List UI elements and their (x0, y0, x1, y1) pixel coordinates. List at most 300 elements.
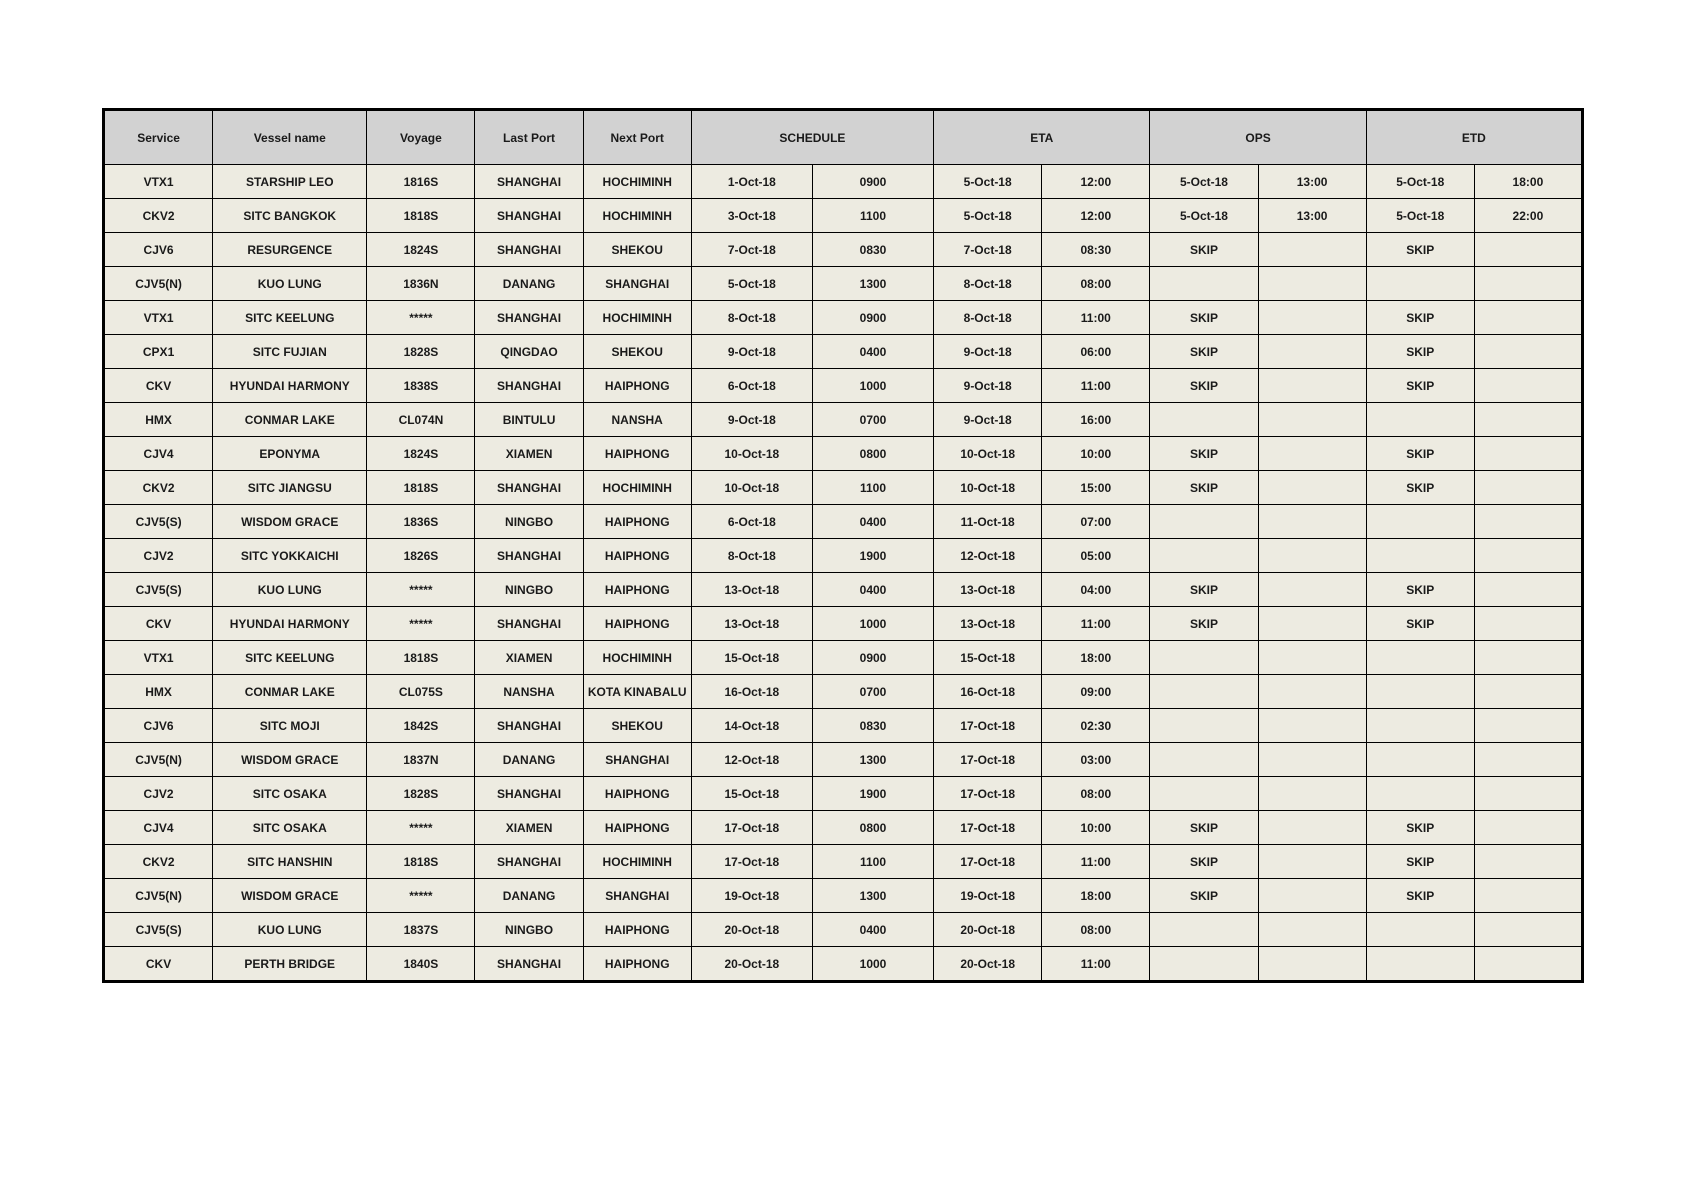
next-port-cell: KOTA KINABALU (583, 675, 691, 709)
last-port-cell: XIAMEN (475, 641, 583, 675)
ops-date-cell: SKIP (1150, 301, 1258, 335)
table-row (104, 369, 1583, 403)
eta-date-cell: 17-Oct-18 (934, 777, 1042, 811)
ops-time-cell (1258, 301, 1366, 335)
voyage-cell: 1818S (367, 471, 475, 505)
eta-date-cell: 20-Oct-18 (934, 947, 1042, 982)
eta-date-cell: 19-Oct-18 (934, 879, 1042, 913)
schedule-date-cell: 17-Oct-18 (691, 811, 812, 845)
ops-time-cell (1258, 607, 1366, 641)
eta-date-cell: 7-Oct-18 (934, 233, 1042, 267)
etd-time-cell (1474, 709, 1582, 743)
etd-time-cell (1474, 403, 1582, 437)
vessel-name-cell: SITC HANSHIN (213, 845, 367, 879)
etd-time-cell (1474, 539, 1582, 573)
ops-date-cell: SKIP (1150, 437, 1258, 471)
table-row (104, 335, 1583, 369)
ops-time-cell (1258, 267, 1366, 301)
schedule-time-cell: 0800 (812, 811, 933, 845)
voyage-cell: 1838S (367, 369, 475, 403)
next-port-cell: HAIPHONG (583, 777, 691, 811)
eta-date-cell: 5-Oct-18 (934, 165, 1042, 199)
etd-date-cell (1366, 913, 1474, 947)
voyage-cell: ***** (367, 607, 475, 641)
schedule-time-cell: 0900 (812, 641, 933, 675)
next-port-cell: HAIPHONG (583, 369, 691, 403)
eta-time-cell: 11:00 (1042, 369, 1150, 403)
ops-date-cell: 5-Oct-18 (1150, 165, 1258, 199)
voyage-cell: ***** (367, 573, 475, 607)
service-cell: CJV4 (104, 811, 213, 845)
voyage-cell: 1842S (367, 709, 475, 743)
ops-time-cell (1258, 539, 1366, 573)
schedule-time-cell: 0830 (812, 233, 933, 267)
last-port-cell: BINTULU (475, 403, 583, 437)
header-next-port: Next Port (583, 110, 691, 165)
eta-time-cell: 03:00 (1042, 743, 1150, 777)
table-row (104, 199, 1583, 233)
eta-date-cell: 8-Oct-18 (934, 267, 1042, 301)
table-row (104, 573, 1583, 607)
last-port-cell: SHANGHAI (475, 777, 583, 811)
ops-date-cell: SKIP (1150, 811, 1258, 845)
eta-time-cell: 10:00 (1042, 437, 1150, 471)
etd-time-cell (1474, 947, 1582, 982)
etd-time-cell (1474, 573, 1582, 607)
voyage-cell: ***** (367, 301, 475, 335)
eta-date-cell: 17-Oct-18 (934, 845, 1042, 879)
header-eta: ETA (934, 110, 1150, 165)
eta-date-cell: 17-Oct-18 (934, 743, 1042, 777)
ops-date-cell (1150, 947, 1258, 982)
eta-time-cell: 12:00 (1042, 165, 1150, 199)
schedule-date-cell: 10-Oct-18 (691, 471, 812, 505)
schedule-date-cell: 6-Oct-18 (691, 505, 812, 539)
eta-date-cell: 10-Oct-18 (934, 437, 1042, 471)
table-row (104, 165, 1583, 199)
etd-date-cell (1366, 641, 1474, 675)
schedule-time-cell: 1100 (812, 845, 933, 879)
table-row (104, 777, 1583, 811)
schedule-date-cell: 14-Oct-18 (691, 709, 812, 743)
schedule-date-cell: 6-Oct-18 (691, 369, 812, 403)
etd-date-cell (1366, 947, 1474, 982)
ops-time-cell (1258, 777, 1366, 811)
voyage-cell: ***** (367, 879, 475, 913)
ops-time-cell (1258, 845, 1366, 879)
schedule-time-cell: 0700 (812, 403, 933, 437)
header-vessel-name: Vessel name (213, 110, 367, 165)
next-port-cell: HAIPHONG (583, 607, 691, 641)
ops-time-cell (1258, 437, 1366, 471)
etd-date-cell: SKIP (1366, 607, 1474, 641)
ops-time-cell (1258, 471, 1366, 505)
schedule-date-cell: 16-Oct-18 (691, 675, 812, 709)
last-port-cell: NINGBO (475, 505, 583, 539)
schedule-time-cell: 0800 (812, 437, 933, 471)
schedule-date-cell: 15-Oct-18 (691, 777, 812, 811)
ops-date-cell (1150, 709, 1258, 743)
voyage-cell: CL074N (367, 403, 475, 437)
voyage-cell: 1840S (367, 947, 475, 982)
voyage-cell: 1828S (367, 335, 475, 369)
vessel-name-cell: PERTH BRIDGE (213, 947, 367, 982)
schedule-time-cell: 0400 (812, 335, 933, 369)
ops-date-cell: SKIP (1150, 573, 1258, 607)
vessel-name-cell: HYUNDAI HARMONY (213, 369, 367, 403)
vessel-name-cell: SITC FUJIAN (213, 335, 367, 369)
ops-time-cell (1258, 505, 1366, 539)
table-row (104, 505, 1583, 539)
etd-time-cell (1474, 845, 1582, 879)
voyage-cell: 1826S (367, 539, 475, 573)
eta-time-cell: 08:30 (1042, 233, 1150, 267)
schedule-date-cell: 13-Oct-18 (691, 573, 812, 607)
table-body (104, 165, 1583, 982)
eta-date-cell: 8-Oct-18 (934, 301, 1042, 335)
last-port-cell: SHANGHAI (475, 301, 583, 335)
eta-date-cell: 12-Oct-18 (934, 539, 1042, 573)
schedule-time-cell: 1000 (812, 947, 933, 982)
next-port-cell: HAIPHONG (583, 947, 691, 982)
next-port-cell: HAIPHONG (583, 437, 691, 471)
table-row (104, 743, 1583, 777)
eta-time-cell: 06:00 (1042, 335, 1150, 369)
etd-date-cell (1366, 403, 1474, 437)
ops-date-cell: SKIP (1150, 471, 1258, 505)
service-cell: CKV2 (104, 845, 213, 879)
eta-date-cell: 16-Oct-18 (934, 675, 1042, 709)
ops-time-cell (1258, 335, 1366, 369)
etd-time-cell (1474, 675, 1582, 709)
etd-time-cell (1474, 879, 1582, 913)
etd-date-cell: SKIP (1366, 335, 1474, 369)
table-row (104, 913, 1583, 947)
schedule-date-cell: 20-Oct-18 (691, 947, 812, 982)
eta-time-cell: 08:00 (1042, 777, 1150, 811)
etd-time-cell (1474, 437, 1582, 471)
schedule-time-cell: 1000 (812, 369, 933, 403)
etd-date-cell (1366, 743, 1474, 777)
last-port-cell: SHANGHAI (475, 199, 583, 233)
service-cell: CJV5(N) (104, 267, 213, 301)
table-row (104, 471, 1583, 505)
service-cell: CJV5(S) (104, 913, 213, 947)
ops-time-cell (1258, 641, 1366, 675)
ops-date-cell (1150, 641, 1258, 675)
etd-date-cell (1366, 267, 1474, 301)
etd-date-cell: 5-Oct-18 (1366, 199, 1474, 233)
eta-time-cell: 04:00 (1042, 573, 1150, 607)
next-port-cell: HOCHIMINH (583, 301, 691, 335)
vessel-name-cell: CONMAR LAKE (213, 675, 367, 709)
last-port-cell: SHANGHAI (475, 845, 583, 879)
ops-time-cell (1258, 743, 1366, 777)
service-cell: CJV5(S) (104, 505, 213, 539)
eta-time-cell: 02:30 (1042, 709, 1150, 743)
last-port-cell: SHANGHAI (475, 165, 583, 199)
header-ops: OPS (1150, 110, 1366, 165)
eta-date-cell: 9-Oct-18 (934, 369, 1042, 403)
service-cell: CJV5(S) (104, 573, 213, 607)
voyage-cell: CL075S (367, 675, 475, 709)
last-port-cell: DANANG (475, 743, 583, 777)
schedule-date-cell: 3-Oct-18 (691, 199, 812, 233)
next-port-cell: SHEKOU (583, 233, 691, 267)
table-row (104, 403, 1583, 437)
ops-date-cell (1150, 267, 1258, 301)
last-port-cell: SHANGHAI (475, 947, 583, 982)
vessel-name-cell: SITC YOKKAICHI (213, 539, 367, 573)
vessel-name-cell: SITC BANGKOK (213, 199, 367, 233)
etd-date-cell: SKIP (1366, 369, 1474, 403)
voyage-cell: ***** (367, 811, 475, 845)
table-row (104, 267, 1583, 301)
next-port-cell: SHEKOU (583, 709, 691, 743)
header-voyage: Voyage (367, 110, 475, 165)
schedule-date-cell: 8-Oct-18 (691, 539, 812, 573)
service-cell: HMX (104, 675, 213, 709)
eta-time-cell: 09:00 (1042, 675, 1150, 709)
last-port-cell: NINGBO (475, 913, 583, 947)
eta-date-cell: 15-Oct-18 (934, 641, 1042, 675)
service-cell: CPX1 (104, 335, 213, 369)
eta-time-cell: 08:00 (1042, 913, 1150, 947)
last-port-cell: DANANG (475, 267, 583, 301)
header-schedule: SCHEDULE (691, 110, 933, 165)
schedule-time-cell: 0830 (812, 709, 933, 743)
service-cell: CKV (104, 369, 213, 403)
next-port-cell: SHANGHAI (583, 267, 691, 301)
eta-time-cell: 11:00 (1042, 947, 1150, 982)
table-row (104, 641, 1583, 675)
schedule-time-cell: 0900 (812, 165, 933, 199)
etd-date-cell (1366, 709, 1474, 743)
etd-date-cell: SKIP (1366, 301, 1474, 335)
etd-date-cell: SKIP (1366, 471, 1474, 505)
header-row (104, 110, 1583, 165)
voyage-cell: 1816S (367, 165, 475, 199)
next-port-cell: HAIPHONG (583, 913, 691, 947)
schedule-time-cell: 1100 (812, 199, 933, 233)
voyage-cell: 1828S (367, 777, 475, 811)
vessel-name-cell: KUO LUNG (213, 913, 367, 947)
etd-time-cell: 18:00 (1474, 165, 1582, 199)
service-cell: VTX1 (104, 301, 213, 335)
schedule-date-cell: 12-Oct-18 (691, 743, 812, 777)
schedule-time-cell: 0700 (812, 675, 933, 709)
eta-time-cell: 11:00 (1042, 301, 1150, 335)
schedule-date-cell: 7-Oct-18 (691, 233, 812, 267)
eta-time-cell: 16:00 (1042, 403, 1150, 437)
next-port-cell: HOCHIMINH (583, 471, 691, 505)
last-port-cell: SHANGHAI (475, 539, 583, 573)
voyage-cell: 1836S (367, 505, 475, 539)
eta-time-cell: 10:00 (1042, 811, 1150, 845)
next-port-cell: HAIPHONG (583, 811, 691, 845)
ops-time-cell: 13:00 (1258, 165, 1366, 199)
vessel-name-cell: SITC MOJI (213, 709, 367, 743)
eta-date-cell: 9-Oct-18 (934, 403, 1042, 437)
vessel-name-cell: WISDOM GRACE (213, 879, 367, 913)
table-row (104, 675, 1583, 709)
ops-date-cell (1150, 403, 1258, 437)
ops-time-cell (1258, 403, 1366, 437)
eta-date-cell: 9-Oct-18 (934, 335, 1042, 369)
next-port-cell: SHANGHAI (583, 743, 691, 777)
service-cell: HMX (104, 403, 213, 437)
schedule-date-cell: 15-Oct-18 (691, 641, 812, 675)
eta-time-cell: 07:00 (1042, 505, 1150, 539)
next-port-cell: SHEKOU (583, 335, 691, 369)
table-row (104, 233, 1583, 267)
voyage-cell: 1824S (367, 233, 475, 267)
schedule-time-cell: 1300 (812, 267, 933, 301)
table-row (104, 845, 1583, 879)
service-cell: CJV5(N) (104, 879, 213, 913)
ops-date-cell: SKIP (1150, 369, 1258, 403)
eta-time-cell: 05:00 (1042, 539, 1150, 573)
etd-date-cell: 5-Oct-18 (1366, 165, 1474, 199)
schedule-time-cell: 1000 (812, 607, 933, 641)
last-port-cell: NANSHA (475, 675, 583, 709)
header-etd: ETD (1366, 110, 1582, 165)
table-row (104, 709, 1583, 743)
etd-time-cell (1474, 335, 1582, 369)
eta-time-cell: 18:00 (1042, 641, 1150, 675)
ops-time-cell (1258, 879, 1366, 913)
ops-date-cell: SKIP (1150, 845, 1258, 879)
vessel-name-cell: SITC KEELUNG (213, 301, 367, 335)
schedule-time-cell: 1900 (812, 777, 933, 811)
etd-time-cell (1474, 641, 1582, 675)
voyage-cell: 1837N (367, 743, 475, 777)
ops-date-cell (1150, 913, 1258, 947)
service-cell: CKV2 (104, 199, 213, 233)
ops-time-cell (1258, 709, 1366, 743)
eta-date-cell: 13-Oct-18 (934, 573, 1042, 607)
etd-time-cell (1474, 777, 1582, 811)
etd-date-cell: SKIP (1366, 845, 1474, 879)
table-row (104, 437, 1583, 471)
ops-date-cell (1150, 743, 1258, 777)
next-port-cell: HOCHIMINH (583, 165, 691, 199)
ops-time-cell (1258, 675, 1366, 709)
etd-time-cell (1474, 369, 1582, 403)
vessel-name-cell: HYUNDAI HARMONY (213, 607, 367, 641)
last-port-cell: SHANGHAI (475, 709, 583, 743)
eta-time-cell: 12:00 (1042, 199, 1150, 233)
eta-date-cell: 17-Oct-18 (934, 811, 1042, 845)
ops-date-cell: SKIP (1150, 335, 1258, 369)
vessel-name-cell: RESURGENCE (213, 233, 367, 267)
schedule-date-cell: 9-Oct-18 (691, 403, 812, 437)
voyage-cell: 1818S (367, 845, 475, 879)
vessel-name-cell: SITC KEELUNG (213, 641, 367, 675)
etd-time-cell (1474, 267, 1582, 301)
table-row (104, 539, 1583, 573)
ops-date-cell (1150, 505, 1258, 539)
etd-time-cell (1474, 743, 1582, 777)
header-service: Service (104, 110, 213, 165)
voyage-cell: 1818S (367, 641, 475, 675)
ops-time-cell (1258, 947, 1366, 982)
vessel-name-cell: EPONYMA (213, 437, 367, 471)
ops-date-cell: SKIP (1150, 879, 1258, 913)
vessel-name-cell: KUO LUNG (213, 267, 367, 301)
next-port-cell: HAIPHONG (583, 505, 691, 539)
schedule-time-cell: 1900 (812, 539, 933, 573)
eta-time-cell: 08:00 (1042, 267, 1150, 301)
next-port-cell: HAIPHONG (583, 539, 691, 573)
eta-date-cell: 17-Oct-18 (934, 709, 1042, 743)
vessel-name-cell: SITC OSAKA (213, 777, 367, 811)
eta-date-cell: 10-Oct-18 (934, 471, 1042, 505)
etd-date-cell (1366, 539, 1474, 573)
table-row (104, 607, 1583, 641)
ops-date-cell: SKIP (1150, 233, 1258, 267)
vessel-name-cell: STARSHIP LEO (213, 165, 367, 199)
eta-time-cell: 11:00 (1042, 607, 1150, 641)
etd-time-cell (1474, 301, 1582, 335)
ops-date-cell (1150, 777, 1258, 811)
table-row (104, 947, 1583, 982)
etd-time-cell (1474, 913, 1582, 947)
vessel-schedule-table (102, 108, 1584, 983)
etd-time-cell (1474, 233, 1582, 267)
service-cell: VTX1 (104, 641, 213, 675)
etd-time-cell (1474, 811, 1582, 845)
ops-date-cell (1150, 675, 1258, 709)
header-last-port: Last Port (475, 110, 583, 165)
schedule-date-cell: 8-Oct-18 (691, 301, 812, 335)
eta-date-cell: 11-Oct-18 (934, 505, 1042, 539)
service-cell: VTX1 (104, 165, 213, 199)
schedule-date-cell: 20-Oct-18 (691, 913, 812, 947)
schedule-date-cell: 10-Oct-18 (691, 437, 812, 471)
ops-time-cell (1258, 913, 1366, 947)
last-port-cell: XIAMEN (475, 437, 583, 471)
etd-date-cell (1366, 777, 1474, 811)
service-cell: CKV (104, 607, 213, 641)
vessel-name-cell: KUO LUNG (213, 573, 367, 607)
voyage-cell: 1824S (367, 437, 475, 471)
etd-time-cell: 22:00 (1474, 199, 1582, 233)
ops-date-cell: 5-Oct-18 (1150, 199, 1258, 233)
eta-date-cell: 13-Oct-18 (934, 607, 1042, 641)
service-cell: CKV2 (104, 471, 213, 505)
eta-date-cell: 20-Oct-18 (934, 913, 1042, 947)
schedule-date-cell: 19-Oct-18 (691, 879, 812, 913)
service-cell: CJV4 (104, 437, 213, 471)
table-header (104, 110, 1583, 165)
schedule-date-cell: 9-Oct-18 (691, 335, 812, 369)
service-cell: CJV2 (104, 539, 213, 573)
schedule-time-cell: 0400 (812, 573, 933, 607)
ops-time-cell (1258, 811, 1366, 845)
last-port-cell: SHANGHAI (475, 369, 583, 403)
etd-date-cell: SKIP (1366, 879, 1474, 913)
schedule-date-cell: 13-Oct-18 (691, 607, 812, 641)
eta-date-cell: 5-Oct-18 (934, 199, 1042, 233)
etd-date-cell: SKIP (1366, 811, 1474, 845)
schedule-date-cell: 5-Oct-18 (691, 267, 812, 301)
vessel-name-cell: CONMAR LAKE (213, 403, 367, 437)
service-cell: CJV6 (104, 233, 213, 267)
next-port-cell: HOCHIMINH (583, 641, 691, 675)
schedule-time-cell: 1300 (812, 879, 933, 913)
next-port-cell: HOCHIMINH (583, 845, 691, 879)
